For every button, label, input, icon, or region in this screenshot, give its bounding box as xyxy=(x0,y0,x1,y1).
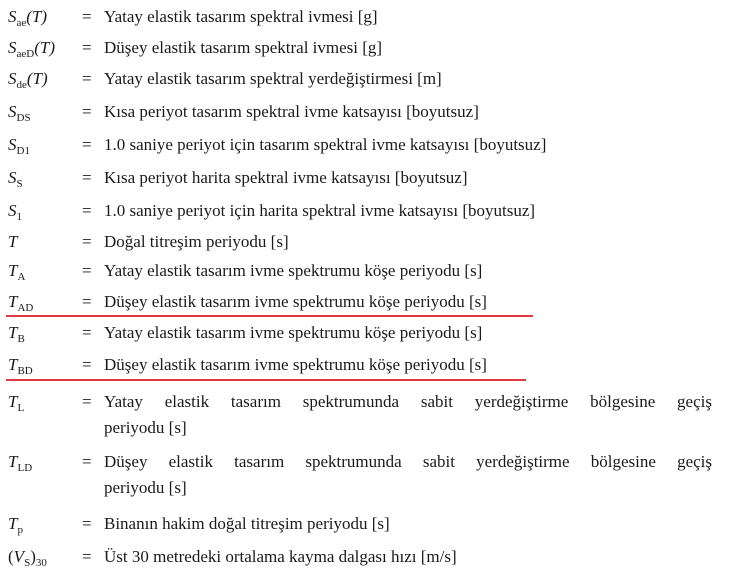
equals-sign: = xyxy=(82,7,92,26)
definition-text: Kısa periyot tasarım spektral ivme katsayısı [boyutsuz] xyxy=(104,102,479,121)
definition-text: Yatay elastik tasarım ivme spektrumu köşe periyodu [s] xyxy=(104,261,483,280)
definition-text: 1.0 saniye periyot için tasarım spektral ivme katsayısı [boyutsuz] xyxy=(104,135,547,154)
equals-sign: = xyxy=(82,69,92,88)
symbol: $(V_S)_{30}$ xyxy=(8,547,47,569)
definition-text: Düşey elastik tasarım spektral ivmesi [g] xyxy=(104,38,383,57)
symbol: $S_{aeD}(T)$ xyxy=(8,38,55,60)
symbol: $S_{D1}$ xyxy=(8,135,30,157)
definition-text: Üst 30 metredeki ortalama kayma dalgası hızı [m/s] xyxy=(104,547,457,566)
definition-text xyxy=(104,449,712,501)
symbol: $T_B$ xyxy=(8,323,25,345)
equals-sign: = xyxy=(82,135,92,154)
symbol: $T_{BD}$ xyxy=(8,355,33,377)
highlight-underline-tad xyxy=(6,315,533,317)
equals-sign: = xyxy=(82,102,92,121)
symbol: $S_1$ xyxy=(8,201,22,223)
equals-sign: = xyxy=(82,168,92,187)
equals-sign: = xyxy=(82,514,92,533)
symbol: $S_{ae}(T)$ xyxy=(8,7,48,29)
equals-sign: = xyxy=(82,392,92,411)
equals-sign: = xyxy=(82,452,92,471)
equals-sign: = xyxy=(82,323,92,342)
definition-text: Doğal titreşim periyodu [s] xyxy=(104,232,289,251)
equals-sign: = xyxy=(82,547,92,566)
symbol: $S_S$ xyxy=(8,168,23,190)
definition-text xyxy=(104,389,712,441)
equals-sign: = xyxy=(82,201,92,220)
definition-line-2: periyodu [s] xyxy=(104,478,187,497)
equals-sign: = xyxy=(82,38,92,57)
definition-text: Yatay elastik tasarım spektral ivmesi [g] xyxy=(104,7,378,26)
symbol: $T_{LD}$ xyxy=(8,452,33,474)
definition-text: 1.0 saniye periyot için harita spektral ivme katsayısı [boyutsuz] xyxy=(104,201,536,220)
symbol: $T_A$ xyxy=(8,261,26,283)
definition-text: Binanın hakim doğal titreşim periyodu [s] xyxy=(104,514,390,533)
equals-sign: = xyxy=(82,292,92,311)
symbol: $T_L$ xyxy=(8,392,25,414)
definition-text: Düşey elastik tasarım ivme spektrumu köşe periyodu [s] xyxy=(104,355,487,374)
definition-line-1: Yatay elastik tasarım spektrumunda sabit yerdeğiştirme bölgesine geçiş xyxy=(104,392,712,411)
definition-text: Kısa periyot harita spektral ivme katsayısı [boyutsuz] xyxy=(104,168,468,187)
definition-text: Yatay elastik tasarım spektral yerdeğiştirmesi [m] xyxy=(104,69,442,88)
symbol: T xyxy=(8,232,18,251)
definition-text: Düşey elastik tasarım ivme spektrumu köşe periyodu [s] xyxy=(104,292,487,311)
symbol: $S_{DS}$ xyxy=(8,102,31,124)
equals-sign: = xyxy=(82,261,92,280)
symbol: $T_{AD}$ xyxy=(8,292,34,314)
definition-text: Yatay elastik tasarım ivme spektrumu köşe periyodu [s] xyxy=(104,323,483,342)
symbol: $T_p$ xyxy=(8,514,23,536)
definition-line-1: Düşey elastik tasarım spektrumunda sabit yerdeğiştirme bölgesine geçiş xyxy=(104,452,712,471)
equals-sign: = xyxy=(82,355,92,374)
equals-sign: = xyxy=(82,232,92,251)
symbol: $S_{de}(T)$ xyxy=(8,69,48,91)
definition-line-2: periyodu [s] xyxy=(104,418,187,437)
highlight-underline-tbd xyxy=(6,379,526,381)
